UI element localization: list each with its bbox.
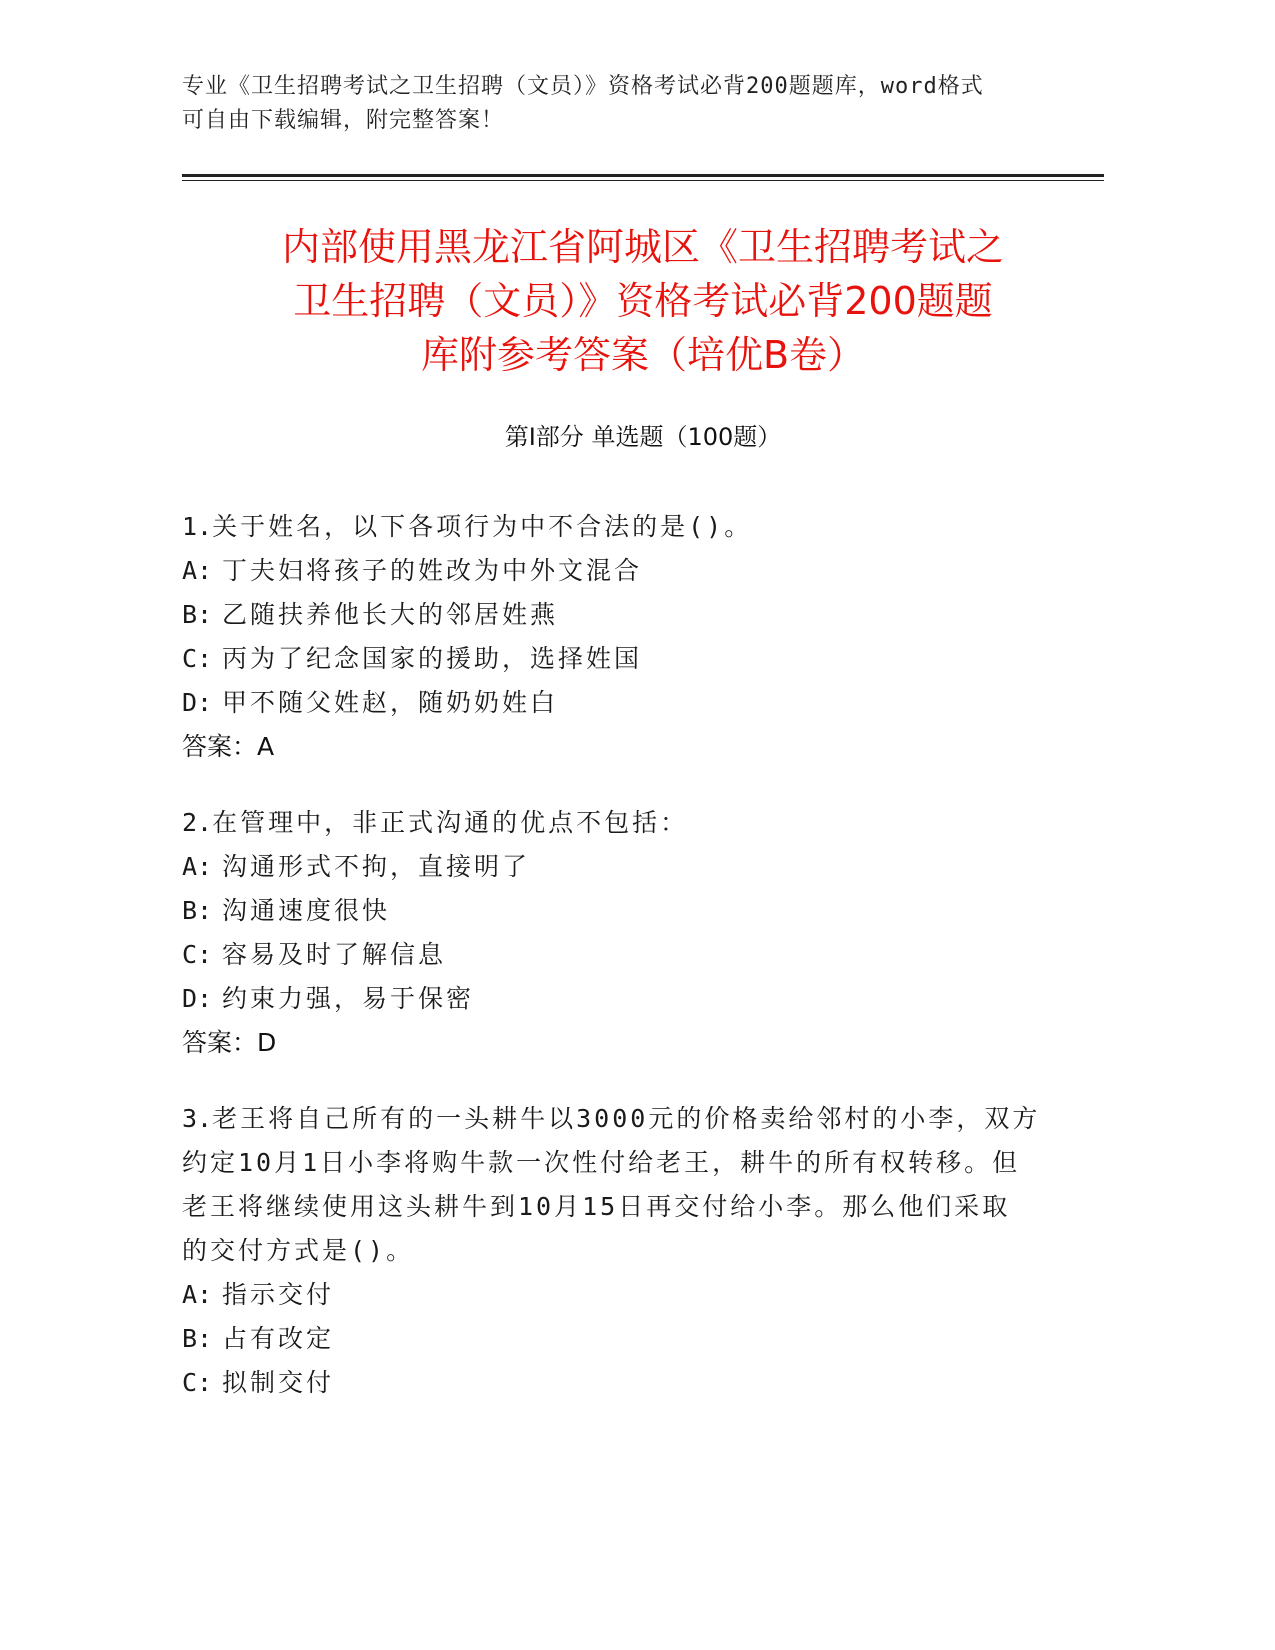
option-c (182, 1361, 1042, 1405)
header-line-1: 专业《卫生招聘考试之卫生招聘（文员）》资格考试必背200题题库，word格式 (182, 74, 984, 99)
option-text: 占有改定 (222, 1324, 335, 1353)
option-key: C: (182, 1368, 213, 1397)
option-key: A: (182, 1280, 213, 1309)
question-text: 老王将自己所有的一头耕牛以3000元的价格卖给邻村的小李，双方 (212, 1104, 1041, 1133)
question-number: 2. (182, 808, 213, 837)
option-text: 乙随扶养他长大的邻居姓燕 (222, 600, 559, 629)
title-line-2: 卫生招聘（文员）》资格考试必背200题题 (293, 279, 993, 323)
header-divider-thin (182, 180, 1104, 181)
question-number: 3. (182, 1104, 213, 1133)
question-1 (182, 505, 1042, 769)
option-c (182, 933, 1042, 977)
option-text: 沟通形式不拘，直接明了 (222, 852, 531, 881)
question-list (182, 505, 1042, 1437)
option-b (182, 1317, 1042, 1361)
option-b (182, 593, 1042, 637)
option-key: C: (182, 644, 213, 673)
page-header (182, 70, 1102, 138)
option-text: 丁夫妇将孩子的姓改为中外文混合 (222, 556, 643, 585)
option-text: 容易及时了解信息 (222, 940, 447, 969)
option-text: 甲不随父姓赵，随奶奶姓白 (222, 688, 559, 717)
option-d (182, 977, 1042, 1021)
header-divider-thick (182, 174, 1104, 177)
option-key: B: (182, 600, 213, 629)
document-title (182, 220, 1104, 382)
option-key: D: (182, 984, 213, 1013)
question-text-continued: 约定10月1日小李将购牛款一次性付给老王，耕牛的所有权转移。但 (182, 1148, 1021, 1177)
question-number: 1. (182, 512, 213, 541)
option-b (182, 889, 1042, 933)
section-title: 第Ⅰ部分 单选题（100题） (504, 423, 782, 451)
question-stem (182, 801, 1042, 845)
option-key: A: (182, 852, 213, 881)
question-2 (182, 801, 1042, 1065)
question-3 (182, 1097, 1042, 1405)
question-stem (182, 505, 1042, 549)
option-key: B: (182, 1324, 213, 1353)
option-key: D: (182, 688, 213, 717)
answer: 答案：D (182, 1028, 277, 1057)
question-stem (182, 1097, 1042, 1141)
option-c (182, 637, 1042, 681)
option-text: 沟通速度很快 (222, 896, 391, 925)
question-text: 关于姓名，以下各项行为中不合法的是()。 (212, 512, 753, 541)
question-text-continued: 的交付方式是()。 (182, 1236, 415, 1265)
option-key: A: (182, 556, 213, 585)
header-line-2: 可自由下载编辑，附完整答案！ (182, 108, 505, 133)
question-text: 在管理中，非正式沟通的优点不包括： (212, 808, 689, 837)
option-key: C: (182, 940, 213, 969)
title-line-3: 库附参考答案（培优B卷） (420, 333, 866, 377)
option-text: 约束力强，易于保密 (222, 984, 475, 1013)
question-text-continued: 老王将继续使用这头耕牛到10月15日再交付给小李。那么他们采取 (182, 1192, 1011, 1221)
option-a (182, 1273, 1042, 1317)
option-key: B: (182, 896, 213, 925)
option-text: 拟制交付 (222, 1368, 335, 1397)
option-a (182, 549, 1042, 593)
answer: 答案：A (182, 732, 275, 761)
option-text: 丙为了纪念国家的援助，选择姓国 (222, 644, 643, 673)
option-a (182, 845, 1042, 889)
option-d (182, 681, 1042, 725)
option-text: 指示交付 (222, 1280, 335, 1309)
title-line-1: 内部使用黑龙江省阿城区《卫生招聘考试之 (281, 225, 1004, 269)
